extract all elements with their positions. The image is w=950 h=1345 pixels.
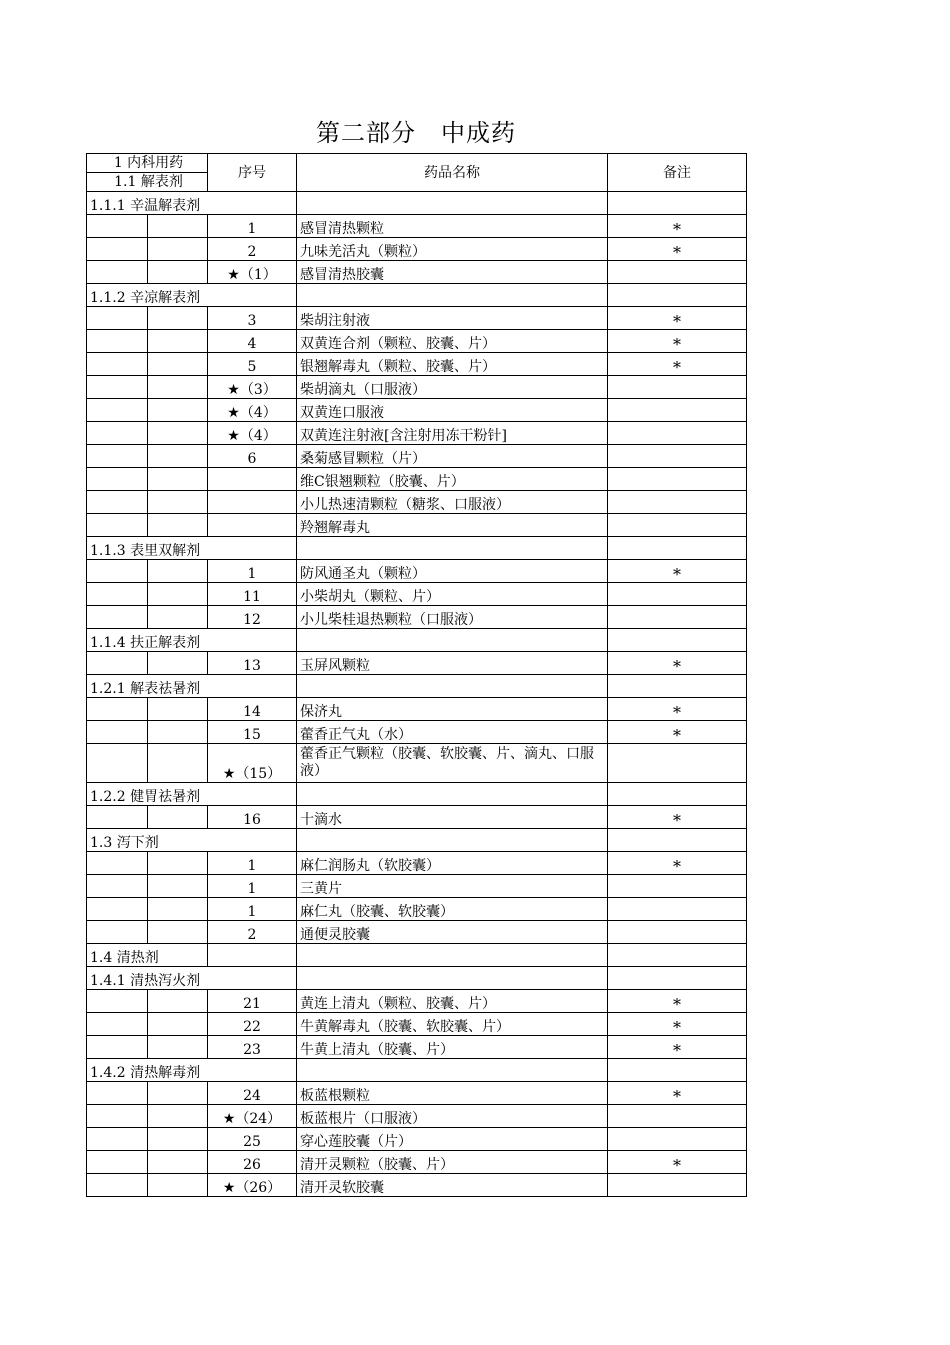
row-seq: 26	[208, 1151, 297, 1174]
section-row	[87, 537, 747, 560]
row-note	[608, 606, 747, 629]
row-name: 穿心莲胶囊（片）	[297, 1128, 608, 1151]
table-row	[87, 1105, 747, 1128]
empty-cell	[87, 238, 148, 261]
section-note-empty	[608, 829, 747, 852]
empty-cell	[148, 583, 208, 606]
table-row	[87, 875, 747, 898]
section-label: 1.1.4 扶正解表剂	[87, 629, 297, 652]
empty-cell	[87, 806, 148, 829]
empty-cell	[148, 261, 208, 284]
section-row	[87, 829, 747, 852]
row-seq: 4	[208, 330, 297, 353]
row-note: *	[608, 806, 747, 829]
section-label: 1.2.2 健胃祛暑剂	[87, 783, 297, 806]
row-note	[608, 1105, 747, 1128]
row-seq	[208, 491, 297, 514]
header-note: 备注	[608, 154, 747, 192]
row-note	[608, 422, 747, 445]
empty-cell	[87, 852, 148, 875]
section-note-empty	[608, 629, 747, 652]
table-row	[87, 445, 747, 468]
row-note: *	[608, 330, 747, 353]
empty-cell	[148, 744, 208, 783]
header-category-line2: 1.1 解表剂	[114, 174, 183, 190]
table-row	[87, 990, 747, 1013]
empty-cell	[148, 852, 208, 875]
row-name: 板蓝根片（口服液）	[297, 1105, 608, 1128]
empty-cell	[148, 806, 208, 829]
row-name: 保济丸	[297, 698, 608, 721]
table-row	[87, 353, 747, 376]
empty-cell	[148, 1082, 208, 1105]
empty-cell	[148, 921, 208, 944]
row-name: 黄连上清丸（颗粒、胶囊、片）	[297, 990, 608, 1013]
table-row	[87, 606, 747, 629]
row-note: *	[608, 1036, 747, 1059]
row-name: 感冒清热颗粒	[297, 215, 608, 238]
empty-cell	[148, 652, 208, 675]
row-name: 麻仁丸（胶囊、软胶囊）	[297, 898, 608, 921]
empty-cell	[148, 491, 208, 514]
row-seq: 12	[208, 606, 297, 629]
section-row	[87, 944, 747, 967]
section-row	[87, 629, 747, 652]
section-note-empty	[608, 675, 747, 698]
empty-cell	[87, 1013, 148, 1036]
empty-cell	[87, 921, 148, 944]
empty-cell	[148, 698, 208, 721]
row-seq: 1	[208, 875, 297, 898]
empty-cell	[87, 1082, 148, 1105]
empty-cell	[148, 307, 208, 330]
row-name: 柴胡滴丸（口服液）	[297, 376, 608, 399]
table-row	[87, 721, 747, 744]
section-note-empty	[608, 284, 747, 307]
empty-cell	[87, 445, 148, 468]
row-name: 双黄连口服液	[297, 399, 608, 422]
empty-cell	[148, 898, 208, 921]
empty-cell	[148, 468, 208, 491]
row-note: *	[608, 560, 747, 583]
empty-cell	[148, 238, 208, 261]
section-note-empty	[608, 944, 747, 967]
table-row	[87, 744, 747, 783]
drug-table-body	[87, 154, 747, 1197]
table-row	[87, 468, 747, 491]
row-seq: ★（24）	[208, 1105, 297, 1128]
empty-cell	[87, 514, 148, 537]
empty-cell	[87, 560, 148, 583]
empty-cell	[148, 1151, 208, 1174]
row-name: 清开灵软胶囊	[297, 1174, 608, 1197]
row-seq: 16	[208, 806, 297, 829]
empty-cell	[87, 1105, 148, 1128]
empty-cell	[148, 1013, 208, 1036]
section-note-empty	[608, 537, 747, 560]
table-row	[87, 307, 747, 330]
section-row	[87, 967, 747, 990]
row-seq: 25	[208, 1128, 297, 1151]
section-name-empty	[297, 284, 608, 307]
row-seq: 2	[208, 238, 297, 261]
section-name-empty	[297, 944, 608, 967]
empty-cell	[148, 606, 208, 629]
section-name-empty	[297, 829, 608, 852]
row-note	[608, 468, 747, 491]
empty-cell	[148, 376, 208, 399]
empty-cell	[148, 1036, 208, 1059]
empty-cell	[148, 215, 208, 238]
row-seq: 24	[208, 1082, 297, 1105]
empty-cell	[87, 652, 148, 675]
row-name: 板蓝根颗粒	[297, 1082, 608, 1105]
row-note: *	[608, 652, 747, 675]
row-seq: ★（26）	[208, 1174, 297, 1197]
row-note	[608, 1174, 747, 1197]
row-name: 藿香正气丸（水）	[297, 721, 608, 744]
table-row	[87, 806, 747, 829]
row-name: 柴胡注射液	[297, 307, 608, 330]
header-category-line1: 1 内科用药	[87, 154, 207, 173]
empty-cell	[87, 1036, 148, 1059]
header-name: 药品名称	[297, 154, 608, 192]
empty-cell	[87, 721, 148, 744]
row-note: *	[608, 215, 747, 238]
row-name: 牛黄上清丸（胶囊、片）	[297, 1036, 608, 1059]
row-note: *	[608, 721, 747, 744]
header-seq: 序号	[208, 154, 297, 192]
row-seq: ★（4）	[208, 422, 297, 445]
row-seq: 11	[208, 583, 297, 606]
row-note: *	[608, 852, 747, 875]
section-name-empty	[297, 675, 608, 698]
section-label: 1.4.1 清热泻火剂	[87, 967, 297, 990]
row-note	[608, 875, 747, 898]
section-name-empty	[297, 537, 608, 560]
row-note: *	[608, 698, 747, 721]
table-row	[87, 652, 747, 675]
row-seq: 6	[208, 445, 297, 468]
row-seq: 5	[208, 353, 297, 376]
section-note-empty	[608, 1059, 747, 1082]
empty-cell	[87, 875, 148, 898]
table-row	[87, 376, 747, 399]
empty-cell	[87, 399, 148, 422]
row-note	[608, 583, 747, 606]
section-label: 1.2.1 解表祛暑剂	[87, 675, 297, 698]
empty-cell	[87, 744, 148, 783]
table-row	[87, 1174, 747, 1197]
table-row	[87, 852, 747, 875]
row-seq: 1	[208, 560, 297, 583]
row-note: *	[608, 1013, 747, 1036]
row-note: *	[608, 238, 747, 261]
row-name: 羚翘解毒丸	[297, 514, 608, 537]
table-row	[87, 261, 747, 284]
row-seq	[208, 468, 297, 491]
section-name-empty	[297, 967, 608, 990]
row-name: 玉屏风颗粒	[297, 652, 608, 675]
empty-cell	[87, 898, 148, 921]
row-seq: ★（3）	[208, 376, 297, 399]
empty-cell	[87, 606, 148, 629]
table-row	[87, 560, 747, 583]
empty-cell	[87, 698, 148, 721]
row-name: 牛黄解毒丸（胶囊、软胶囊、片）	[297, 1013, 608, 1036]
empty-cell	[87, 990, 148, 1013]
row-seq: 1	[208, 898, 297, 921]
table-row	[87, 238, 747, 261]
row-name: 防风通圣丸（颗粒）	[297, 560, 608, 583]
table-row	[87, 330, 747, 353]
row-note: *	[608, 990, 747, 1013]
section-note-empty	[608, 967, 747, 990]
row-note	[608, 399, 747, 422]
section-label: 1.4.2 清热解毒剂	[87, 1059, 297, 1082]
empty-cell	[87, 1174, 148, 1197]
row-name: 清开灵颗粒（胶囊、片）	[297, 1151, 608, 1174]
section-label: 1.1.2 辛凉解表剂	[87, 284, 297, 307]
row-seq: ★（4）	[208, 399, 297, 422]
section-note-empty	[608, 783, 747, 806]
row-seq: 14	[208, 698, 297, 721]
row-name: 通便灵胶囊	[297, 921, 608, 944]
section-label: 1.4 清热剂	[87, 944, 208, 967]
row-note	[608, 514, 747, 537]
empty-cell	[87, 376, 148, 399]
empty-cell	[148, 1128, 208, 1151]
row-note	[608, 376, 747, 399]
table-row	[87, 1082, 747, 1105]
empty-cell	[87, 215, 148, 238]
table-row	[87, 215, 747, 238]
empty-cell	[148, 1174, 208, 1197]
section-name-empty	[297, 1059, 608, 1082]
row-note	[608, 445, 747, 468]
section-name-empty	[297, 629, 608, 652]
table-row	[87, 1036, 747, 1059]
section-name-empty	[297, 192, 608, 215]
table-row	[87, 422, 747, 445]
empty-cell	[148, 330, 208, 353]
row-seq: 3	[208, 307, 297, 330]
row-name: 小儿柴桂退热颗粒（口服液）	[297, 606, 608, 629]
empty-cell	[87, 353, 148, 376]
empty-cell	[87, 468, 148, 491]
row-name: 感冒清热胶囊	[297, 261, 608, 284]
table-row	[87, 1128, 747, 1151]
section-row	[87, 284, 747, 307]
section-row	[87, 1059, 747, 1082]
row-seq: 2	[208, 921, 297, 944]
table-row	[87, 1013, 747, 1036]
empty-cell	[148, 560, 208, 583]
row-seq: ★（15）	[208, 744, 297, 783]
row-name: 桑菊感冒颗粒（片）	[297, 445, 608, 468]
row-note	[608, 1128, 747, 1151]
row-note: *	[608, 307, 747, 330]
row-note	[608, 744, 747, 783]
row-seq: 21	[208, 990, 297, 1013]
empty-cell	[148, 399, 208, 422]
row-name: 小柴胡丸（颗粒、片）	[297, 583, 608, 606]
header-category-cell	[87, 154, 208, 192]
row-note	[608, 491, 747, 514]
row-name: 麻仁润肠丸（软胶囊）	[297, 852, 608, 875]
row-note	[608, 921, 747, 944]
empty-cell	[148, 1105, 208, 1128]
drug-table	[86, 153, 747, 1197]
empty-cell	[148, 990, 208, 1013]
empty-cell	[148, 721, 208, 744]
empty-cell	[87, 330, 148, 353]
row-seq: 13	[208, 652, 297, 675]
table-row	[87, 491, 747, 514]
section-note-empty	[608, 192, 747, 215]
section-label: 1.1.3 表里双解剂	[87, 537, 297, 560]
row-name: 双黄连合剂（颗粒、胶囊、片）	[297, 330, 608, 353]
empty-cell	[148, 353, 208, 376]
section-seq-empty	[208, 944, 297, 967]
empty-cell	[148, 422, 208, 445]
row-note: *	[608, 1151, 747, 1174]
row-name: 银翘解毒丸（颗粒、胶囊、片）	[297, 353, 608, 376]
table-row	[87, 583, 747, 606]
row-seq	[208, 514, 297, 537]
table-row	[87, 921, 747, 944]
row-note	[608, 898, 747, 921]
row-note: *	[608, 353, 747, 376]
row-seq: ★（1）	[208, 261, 297, 284]
empty-cell	[87, 307, 148, 330]
table-row	[87, 514, 747, 537]
table-row	[87, 898, 747, 921]
row-seq: 22	[208, 1013, 297, 1036]
row-name: 三黄片	[297, 875, 608, 898]
section-row	[87, 192, 747, 215]
row-name: 九味羌活丸（颗粒）	[297, 238, 608, 261]
table-row	[87, 399, 747, 422]
row-seq: 15	[208, 721, 297, 744]
empty-cell	[87, 491, 148, 514]
section-label: 1.3 泻下剂	[87, 829, 297, 852]
row-seq: 1	[208, 852, 297, 875]
empty-cell	[148, 875, 208, 898]
empty-cell	[87, 1128, 148, 1151]
section-row	[87, 783, 747, 806]
row-seq: 1	[208, 215, 297, 238]
empty-cell	[87, 422, 148, 445]
row-note: *	[608, 1082, 747, 1105]
empty-cell	[148, 514, 208, 537]
page-title: 第二部分 中成药	[316, 119, 516, 147]
empty-cell	[87, 261, 148, 284]
row-name: 小儿热速清颗粒（糖浆、口服液）	[297, 491, 608, 514]
empty-cell	[148, 445, 208, 468]
row-name: 维C银翘颗粒（胶囊、片）	[297, 468, 608, 491]
row-note	[608, 261, 747, 284]
section-label: 1.1.1 辛温解表剂	[87, 192, 297, 215]
row-name: 双黄连注射液[含注射用冻干粉针]	[297, 422, 608, 445]
row-name: 十滴水	[297, 806, 608, 829]
empty-cell	[87, 1151, 148, 1174]
row-seq: 23	[208, 1036, 297, 1059]
table-row	[87, 698, 747, 721]
section-name-empty	[297, 783, 608, 806]
empty-cell	[87, 583, 148, 606]
table-header-row	[87, 154, 747, 192]
row-name: 藿香正气颗粒（胶囊、软胶囊、片、滴丸、口服液）	[297, 744, 608, 783]
table-row	[87, 1151, 747, 1174]
section-row	[87, 675, 747, 698]
